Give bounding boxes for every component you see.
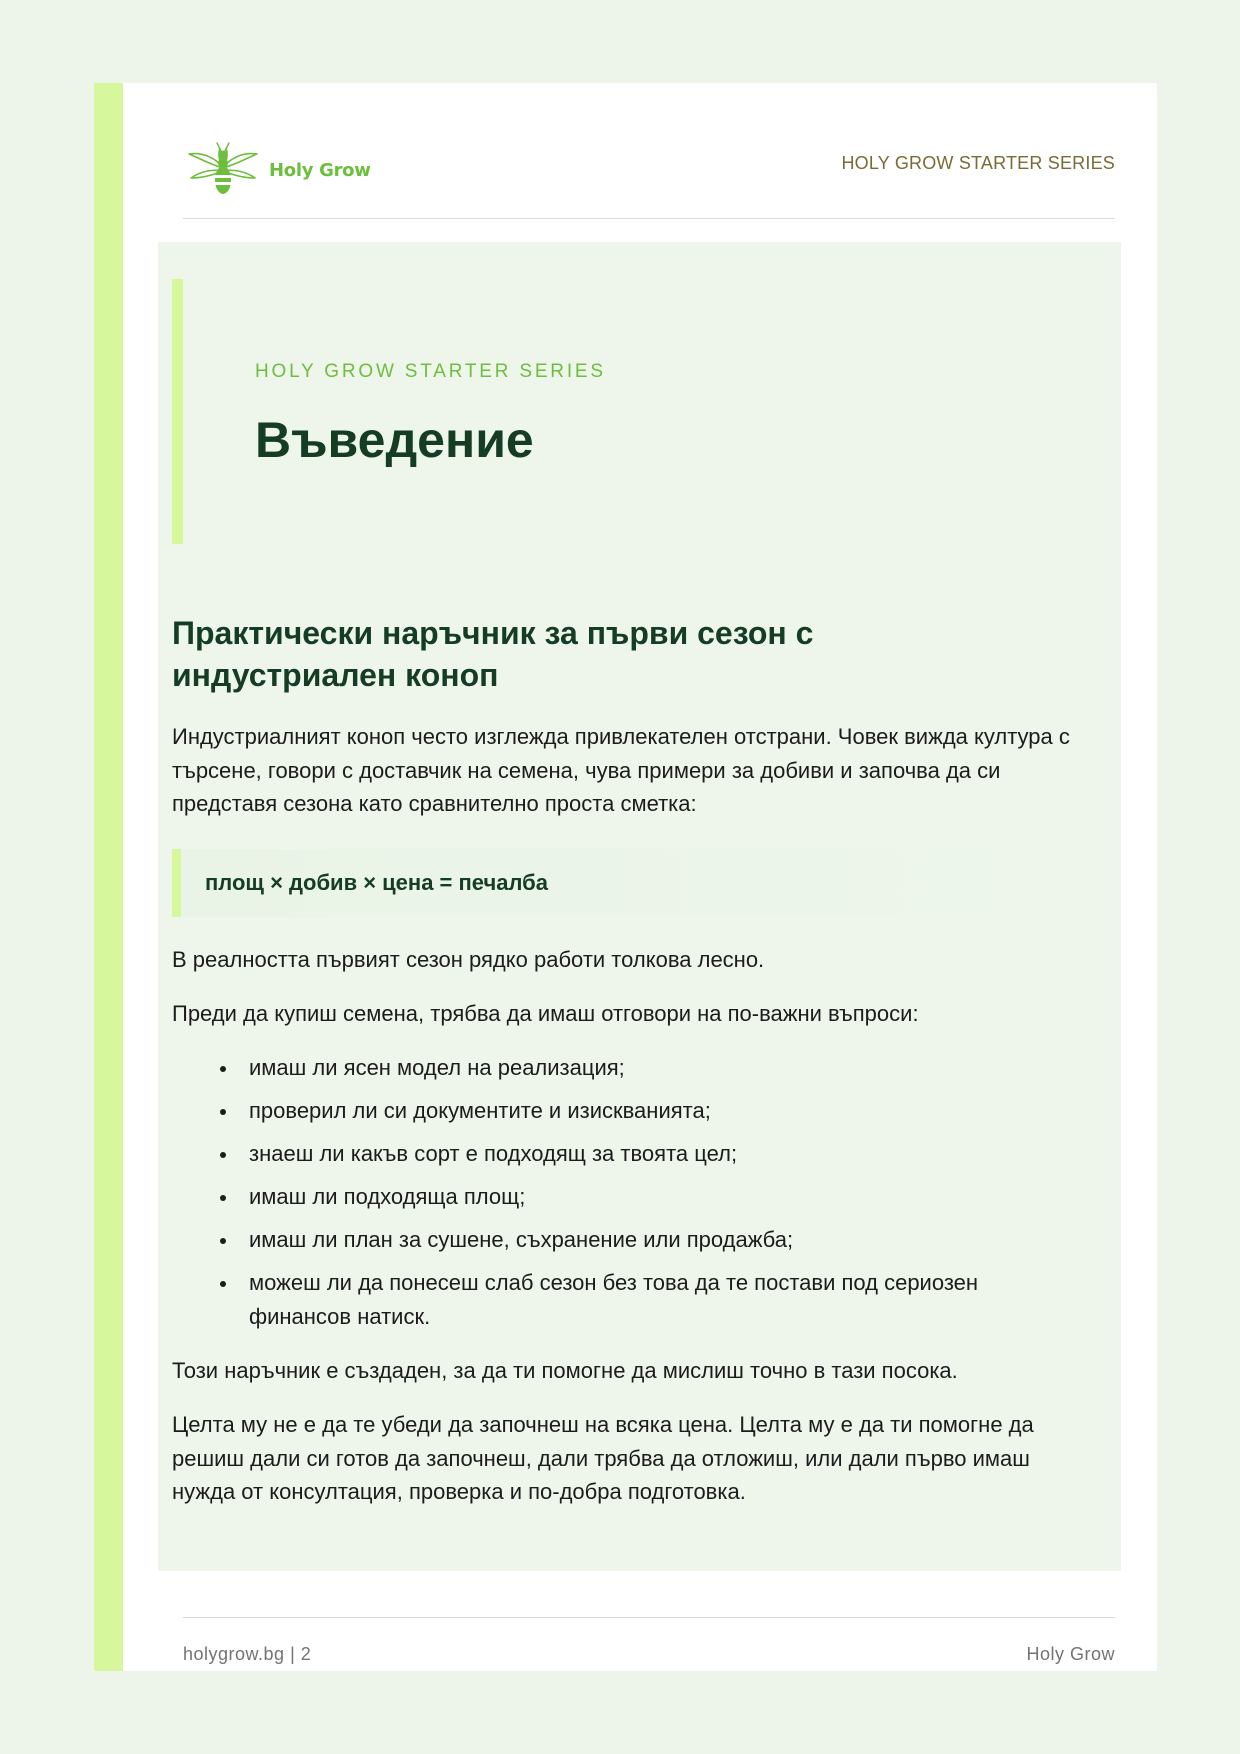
list-item xyxy=(172,1094,1112,1128)
reality-paragraph: В реалността първият сезон рядко работи толкова лесно. xyxy=(172,946,765,972)
list-item-text: имаш ли план за сушене, съхранение или продажба; xyxy=(249,1226,794,1252)
list-item xyxy=(172,1180,1112,1214)
footer-page-number: holygrow.bg | 2 xyxy=(183,1644,312,1664)
logo-wordmark: Holy Grow xyxy=(269,159,371,181)
page-footer xyxy=(183,1617,1115,1672)
bullet-icon xyxy=(220,1109,226,1115)
text-line: нужда от консултация, проверка и по-добра подготовка. xyxy=(172,1479,746,1504)
footer-brand: Holy Grow xyxy=(1026,1644,1115,1664)
list-item-text: можеш ли да понесеш слаб сезон без това да те постави под сериозен xyxy=(249,1269,979,1295)
list-item xyxy=(172,1137,1112,1171)
intro-paragraph xyxy=(172,720,1112,821)
bullet-icon xyxy=(220,1238,226,1244)
chapter-hero xyxy=(172,279,1063,544)
bullet-icon xyxy=(220,1066,226,1072)
list-item xyxy=(172,1266,1112,1334)
cannabis-leaf-bee-icon xyxy=(183,138,263,202)
text-line: търсене, говори с доставчик на семена, чува примери за добиви и започва да си xyxy=(172,757,1001,783)
text-line: Индустриалният коноп често изглежда привлекателен отстрани. Човек вижда култура с xyxy=(172,724,1070,749)
goal-paragraph xyxy=(172,1408,1112,1509)
section-title-line: Практически наръчник за първи сезон с xyxy=(172,615,814,651)
questions-intro-paragraph: Преди да купиш семена, трябва да имаш отговори на по-важни въпроси: xyxy=(172,1001,919,1026)
brand-logo xyxy=(183,138,371,202)
list-item-text: финансов натиск. xyxy=(249,1303,431,1329)
list-item-text: знаеш ли какъв сорт е подходящ за твоята цел; xyxy=(249,1140,738,1166)
list-item xyxy=(172,1051,1112,1085)
text-line: решиш дали си готов да започнеш, дали трябва да отложиш, или дали първо имаш xyxy=(172,1445,1030,1471)
questions-list xyxy=(172,1051,1112,1334)
bullet-icon xyxy=(220,1281,226,1287)
list-item-text: имаш ли подходяща площ; xyxy=(249,1183,526,1209)
text-line: представя сезона като сравнително проста сметка: xyxy=(172,791,697,816)
document-page xyxy=(94,83,1157,1671)
page-accent-bar xyxy=(94,83,123,1671)
section-title xyxy=(172,612,1112,696)
page-header xyxy=(183,83,1115,219)
text-line: Целта му не е да те убеди да започнеш на всяка цена. Целта му е да ти помогне да xyxy=(172,1412,1034,1437)
chapter-body xyxy=(172,612,1112,1509)
hero-kicker: HOLY GROW STARTER SERIES xyxy=(255,361,606,382)
list-item-text: имаш ли ясен модел на реализация; xyxy=(249,1054,625,1080)
chapter-title: Въведение xyxy=(255,412,534,468)
bullet-icon xyxy=(220,1152,226,1158)
formula-text: площ × добив × цена = печалба xyxy=(205,869,549,895)
formula-callout xyxy=(172,849,1112,917)
section-title-line: индустриален коноп xyxy=(172,657,499,693)
header-series-label: HOLY GROW STARTER SERIES xyxy=(841,153,1115,173)
manual-purpose-paragraph: Този наръчник е създаден, за да ти помогне да мислиш точно в тази посока. xyxy=(172,1357,958,1383)
bullet-icon xyxy=(220,1195,226,1201)
list-item xyxy=(172,1223,1112,1257)
content-panel xyxy=(158,242,1121,1571)
list-item-text: проверил ли си документите и изискванията; xyxy=(249,1097,711,1123)
